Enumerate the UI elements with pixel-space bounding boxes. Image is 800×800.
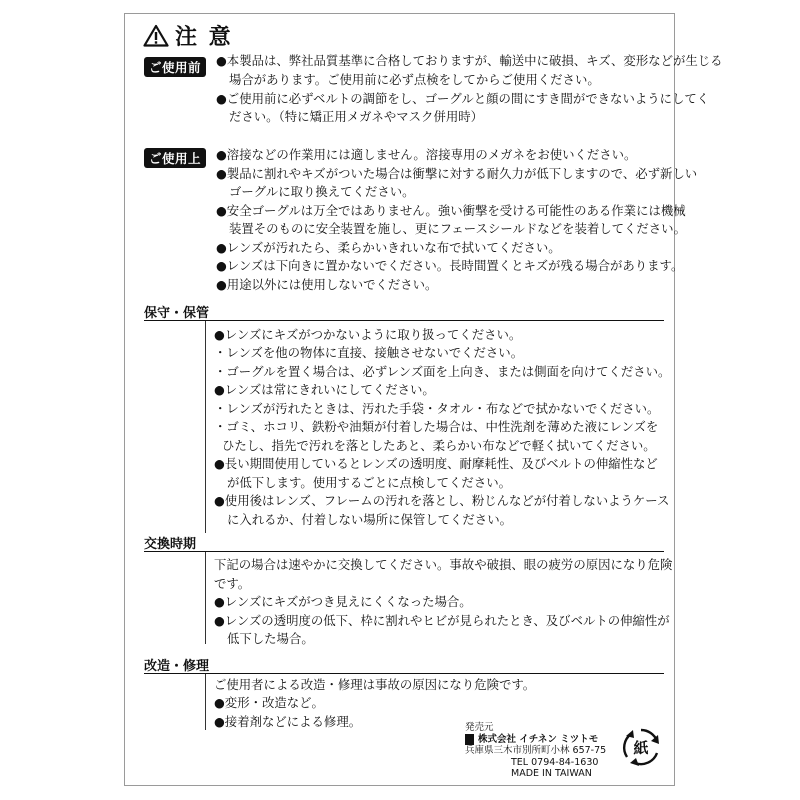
maintenance-line: ●長い期間使用しているとレンズの透明度、耐摩耗性、及びベルトの伸縮性など (214, 456, 658, 471)
seller-info (465, 722, 606, 780)
modification-line: ●接着剤などによる修理。 (214, 714, 362, 729)
during-use-line: 装置そのものに安全装置を施し、更にフェースシールドなどを装着してください。 (229, 221, 686, 236)
replacement-line: ●レンズにキズがつき見えにくくなった場合。 (214, 594, 472, 609)
during-use-line: ●レンズは下向きに置かないでください。長時間置くとキズが残る場合があります。 (216, 258, 684, 273)
section-divider (144, 551, 664, 552)
maintenance-line: ●レンズにキズがつかないように取り扱ってください。 (214, 327, 522, 342)
during-use-line: ●製品に割れやキズがついた場合は衝撃に対する耐久力が低下しますので、必ず新しい (216, 166, 698, 181)
before-use-line: ●本製品は、弊社品質基準に合格しておりますが、輸送中に破損、キズ、変形などが生じる (216, 53, 723, 68)
section-side-rule (205, 552, 206, 644)
section-divider (144, 320, 664, 321)
maintenance-line: ひたし、指先で汚れを落としたあと、柔らかい布などで軽く拭いてください。 (222, 438, 656, 453)
replacement-line: です。 (214, 576, 251, 591)
recycle-mark-text: 紙 (633, 739, 649, 757)
during-use-line: ●安全ゴーグルは万全ではありません。強い衝撃を受ける可能性のある作業には機械 (216, 203, 686, 218)
replacement-line: 下記の場合は速やかに交換してください。事故や破損、眼の疲労の原因になり危険 (214, 557, 673, 572)
during-use-line: ●溶接などの作業用には適しません。溶接専用のメガネをお使いください。 (216, 147, 637, 162)
company-name: 株式会社 イチネン ミツトモ (478, 733, 599, 745)
section-heading-modification: 改造・修理 (144, 659, 210, 674)
seller-label: 発売元 (465, 722, 494, 733)
maintenance-line: に入れるか、付着しない場所に保管してください。 (227, 512, 512, 527)
maintenance-line: ・レンズを他の物体に直接、接触させないでください。 (214, 345, 524, 360)
during-use-line: ●用途以外には使用しないでください。 (216, 277, 438, 292)
company-brand (465, 734, 606, 746)
modification-line: ●変形・改造など。 (214, 695, 324, 710)
section-side-rule (205, 674, 206, 730)
during-use-line: ゴーグルに取り換えてください。 (229, 184, 415, 199)
maintenance-line: ・ゴーグルを置く場合は、必ずレンズ面を上向き、または側面を向けてください。 (214, 364, 671, 379)
tag-before-use: ご使用前 (144, 57, 206, 77)
paper-recycle-icon (621, 727, 661, 767)
company-address: 兵庫県三木市別所町小林 657-75 (465, 745, 607, 756)
company-logo-icon (465, 734, 474, 745)
during-use-line: ●レンズが汚れたら、柔らかいきれいな布で拭いてください。 (216, 240, 561, 255)
maintenance-line: ●レンズは常にきれいにしてください。 (214, 382, 435, 397)
maintenance-line: ・レンズが汚れたときは、汚れた手袋・タオル・布などで拭かないでください。 (214, 401, 660, 416)
section-divider (144, 673, 664, 674)
maintenance-line: ●使用後はレンズ、フレームの汚れを落とし、粉じんなどが付着しないようケース (214, 493, 670, 508)
page-title (143, 20, 233, 50)
title-text: 注 意 (175, 24, 233, 50)
replacement-line: 低下した場合。 (227, 631, 314, 646)
replacement-line: ●レンズの透明度の低下、枠に割れやヒビが見られたとき、及びベルトの伸縮性が (214, 613, 670, 628)
warning-triangle-icon (143, 24, 169, 47)
company-tel: TEL 0794-84-1630 (511, 756, 599, 768)
section-side-rule (205, 321, 206, 533)
country-of-origin: MADE IN TAIWAN (511, 768, 592, 779)
maintenance-line: が低下します。使用するごとに点検してください。 (227, 475, 511, 490)
maintenance-line: ・ゴミ、ホコリ、鉄粉や油類が付着した場合は、中性洗剤を薄めた液にレンズを (214, 419, 659, 434)
before-use-line: 場合があります。ご使用前に必ず点検をしてからご使用ください。 (229, 72, 600, 87)
before-use-line: ださい。（特に矯正用メガネやマスク併用時） (229, 109, 484, 124)
before-use-line: ●ご使用前に必ずベルトの調節をし、ゴーグルと顔の間にすき間ができないようにしてく (216, 91, 710, 106)
section-heading-replacement: 交換時期 (144, 537, 197, 552)
section-heading-maintenance: 保守・保管 (144, 306, 210, 321)
modification-line: ご使用者による改造・修理は事故の原因になり危険です。 (214, 677, 536, 692)
tag-during-use: ご使用上 (144, 148, 206, 168)
